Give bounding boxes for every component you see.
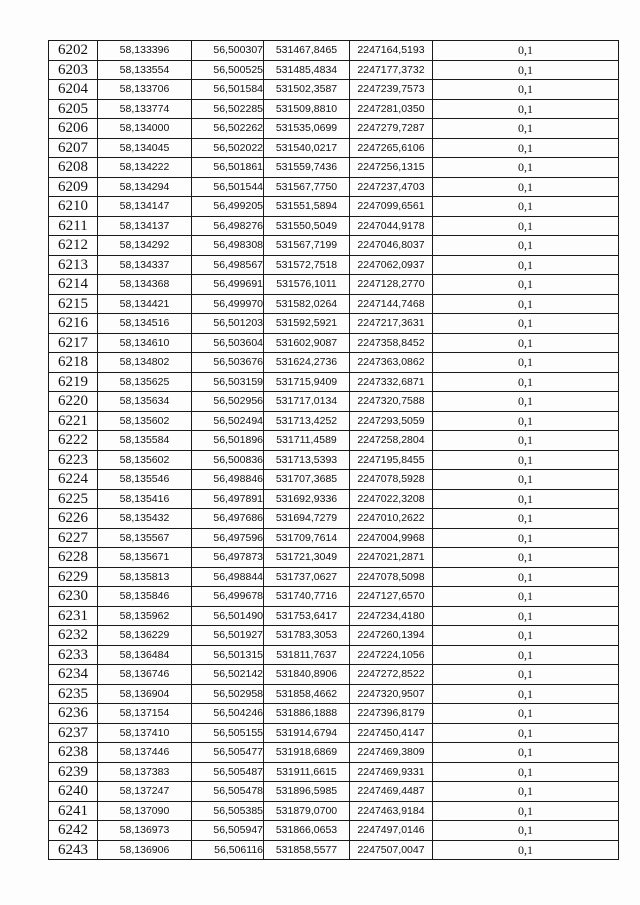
latitude-cell: 58,135432 <box>98 509 192 529</box>
y-coordinate-cell: 2247128,2770 <box>350 275 433 295</box>
point-number-cell: 6207 <box>49 138 98 158</box>
latitude-cell: 58,134421 <box>98 294 192 314</box>
table-row <box>49 509 619 529</box>
longitude-cell: 56,505155 <box>192 723 264 743</box>
latitude-cell: 58,136229 <box>98 626 192 646</box>
x-coordinate-cell: 531713,4252 <box>264 411 350 431</box>
table-row <box>49 801 619 821</box>
accuracy-cell: 0,1 <box>433 216 619 236</box>
table-row <box>49 450 619 470</box>
longitude-cell: 56,502142 <box>192 665 264 685</box>
table-row <box>49 41 619 61</box>
latitude-cell: 58,135602 <box>98 411 192 431</box>
accuracy-cell: 0,1 <box>433 119 619 139</box>
longitude-cell: 56,500525 <box>192 60 264 80</box>
point-number-cell: 6214 <box>49 275 98 295</box>
latitude-cell: 58,134337 <box>98 255 192 275</box>
point-number-cell: 6206 <box>49 119 98 139</box>
y-coordinate-cell: 2247127,6570 <box>350 587 433 607</box>
y-coordinate-cell: 2247078,5098 <box>350 567 433 587</box>
accuracy-cell: 0,1 <box>433 489 619 509</box>
latitude-cell: 58,137446 <box>98 743 192 763</box>
point-number-cell: 6229 <box>49 567 98 587</box>
table-row <box>49 138 619 158</box>
latitude-cell: 58,134137 <box>98 216 192 236</box>
table-row <box>49 80 619 100</box>
x-coordinate-cell: 531811,7637 <box>264 645 350 665</box>
y-coordinate-cell: 2247256,1315 <box>350 158 433 178</box>
x-coordinate-cell: 531713,5393 <box>264 450 350 470</box>
latitude-cell: 58,136904 <box>98 684 192 704</box>
x-coordinate-cell: 531717,0134 <box>264 392 350 412</box>
table-row <box>49 177 619 197</box>
accuracy-cell: 0,1 <box>433 548 619 568</box>
accuracy-cell: 0,1 <box>433 470 619 490</box>
longitude-cell: 56,505947 <box>192 821 264 841</box>
table-row <box>49 665 619 685</box>
y-coordinate-cell: 2247265,6106 <box>350 138 433 158</box>
y-coordinate-cell: 2247358,8452 <box>350 333 433 353</box>
longitude-cell: 56,502494 <box>192 411 264 431</box>
x-coordinate-cell: 531502,3587 <box>264 80 350 100</box>
x-coordinate-cell: 531567,7199 <box>264 236 350 256</box>
point-number-cell: 6203 <box>49 60 98 80</box>
accuracy-cell: 0,1 <box>433 801 619 821</box>
point-number-cell: 6223 <box>49 450 98 470</box>
longitude-cell: 56,501490 <box>192 606 264 626</box>
y-coordinate-cell: 2247021,2871 <box>350 548 433 568</box>
accuracy-cell: 0,1 <box>433 665 619 685</box>
latitude-cell: 58,134368 <box>98 275 192 295</box>
y-coordinate-cell: 2247144,7468 <box>350 294 433 314</box>
latitude-cell: 58,136746 <box>98 665 192 685</box>
table-row <box>49 294 619 314</box>
longitude-cell: 56,505385 <box>192 801 264 821</box>
accuracy-cell: 0,1 <box>433 840 619 860</box>
latitude-cell: 58,133774 <box>98 99 192 119</box>
longitude-cell: 56,503159 <box>192 372 264 392</box>
x-coordinate-cell: 531740,7716 <box>264 587 350 607</box>
table-row <box>49 840 619 860</box>
latitude-cell: 58,135584 <box>98 431 192 451</box>
point-number-cell: 6205 <box>49 99 98 119</box>
point-number-cell: 6209 <box>49 177 98 197</box>
x-coordinate-cell: 531783,3053 <box>264 626 350 646</box>
table-row <box>49 255 619 275</box>
longitude-cell: 56,505477 <box>192 743 264 763</box>
accuracy-cell: 0,1 <box>433 684 619 704</box>
latitude-cell: 58,136484 <box>98 645 192 665</box>
accuracy-cell: 0,1 <box>433 587 619 607</box>
x-coordinate-cell: 531572,7518 <box>264 255 350 275</box>
x-coordinate-cell: 531567,7750 <box>264 177 350 197</box>
y-coordinate-cell: 2247195,8455 <box>350 450 433 470</box>
accuracy-cell: 0,1 <box>433 333 619 353</box>
x-coordinate-cell: 531467,8465 <box>264 41 350 61</box>
table-row <box>49 372 619 392</box>
table-row <box>49 782 619 802</box>
longitude-cell: 56,497873 <box>192 548 264 568</box>
table-row <box>49 587 619 607</box>
x-coordinate-cell: 531694,7279 <box>264 509 350 529</box>
y-coordinate-cell: 2247281,0350 <box>350 99 433 119</box>
point-number-cell: 6211 <box>49 216 98 236</box>
table-row <box>49 704 619 724</box>
x-coordinate-cell: 531866,0653 <box>264 821 350 841</box>
latitude-cell: 58,136906 <box>98 840 192 860</box>
y-coordinate-cell: 2247497,0146 <box>350 821 433 841</box>
latitude-cell: 58,134802 <box>98 353 192 373</box>
table-row <box>49 314 619 334</box>
accuracy-cell: 0,1 <box>433 450 619 470</box>
x-coordinate-cell: 531535,0699 <box>264 119 350 139</box>
accuracy-cell: 0,1 <box>433 704 619 724</box>
point-number-cell: 6212 <box>49 236 98 256</box>
latitude-cell: 58,134147 <box>98 197 192 217</box>
table-row <box>49 489 619 509</box>
table-row <box>49 684 619 704</box>
point-number-cell: 6215 <box>49 294 98 314</box>
latitude-cell: 58,134292 <box>98 236 192 256</box>
accuracy-cell: 0,1 <box>433 99 619 119</box>
y-coordinate-cell: 2247046,8037 <box>350 236 433 256</box>
latitude-cell: 58,134045 <box>98 138 192 158</box>
x-coordinate-cell: 531509,8810 <box>264 99 350 119</box>
table-row <box>49 548 619 568</box>
table-row <box>49 821 619 841</box>
point-number-cell: 6236 <box>49 704 98 724</box>
x-coordinate-cell: 531879,0700 <box>264 801 350 821</box>
x-coordinate-cell: 531592,5921 <box>264 314 350 334</box>
point-number-cell: 6237 <box>49 723 98 743</box>
y-coordinate-cell: 2247363,0862 <box>350 353 433 373</box>
accuracy-cell: 0,1 <box>433 411 619 431</box>
x-coordinate-cell: 531707,3685 <box>264 470 350 490</box>
table-row <box>49 236 619 256</box>
latitude-cell: 58,136973 <box>98 821 192 841</box>
longitude-cell: 56,503676 <box>192 353 264 373</box>
longitude-cell: 56,499691 <box>192 275 264 295</box>
point-number-cell: 6241 <box>49 801 98 821</box>
x-coordinate-cell: 531551,5894 <box>264 197 350 217</box>
point-number-cell: 6213 <box>49 255 98 275</box>
y-coordinate-cell: 2247332,6871 <box>350 372 433 392</box>
y-coordinate-cell: 2247272,8522 <box>350 665 433 685</box>
table-row <box>49 353 619 373</box>
latitude-cell: 58,135634 <box>98 392 192 412</box>
latitude-cell: 58,137247 <box>98 782 192 802</box>
point-number-cell: 6222 <box>49 431 98 451</box>
longitude-cell: 56,498844 <box>192 567 264 587</box>
point-number-cell: 6231 <box>49 606 98 626</box>
longitude-cell: 56,501544 <box>192 177 264 197</box>
x-coordinate-cell: 531711,4589 <box>264 431 350 451</box>
point-number-cell: 6240 <box>49 782 98 802</box>
longitude-cell: 56,498276 <box>192 216 264 236</box>
x-coordinate-cell: 531918,6869 <box>264 743 350 763</box>
accuracy-cell: 0,1 <box>433 177 619 197</box>
point-number-cell: 6228 <box>49 548 98 568</box>
latitude-cell: 58,135416 <box>98 489 192 509</box>
y-coordinate-cell: 2247469,9331 <box>350 762 433 782</box>
longitude-cell: 56,505478 <box>192 782 264 802</box>
point-number-cell: 6220 <box>49 392 98 412</box>
table-row <box>49 99 619 119</box>
accuracy-cell: 0,1 <box>433 255 619 275</box>
longitude-cell: 56,504246 <box>192 704 264 724</box>
latitude-cell: 58,135671 <box>98 548 192 568</box>
x-coordinate-cell: 531540,0217 <box>264 138 350 158</box>
longitude-cell: 56,506116 <box>192 840 264 860</box>
table-row <box>49 645 619 665</box>
point-number-cell: 6216 <box>49 314 98 334</box>
longitude-cell: 56,500836 <box>192 450 264 470</box>
table-row <box>49 333 619 353</box>
y-coordinate-cell: 2247279,7287 <box>350 119 433 139</box>
x-coordinate-cell: 531896,5985 <box>264 782 350 802</box>
point-number-cell: 6204 <box>49 80 98 100</box>
latitude-cell: 58,135602 <box>98 450 192 470</box>
accuracy-cell: 0,1 <box>433 294 619 314</box>
accuracy-cell: 0,1 <box>433 158 619 178</box>
table-row <box>49 606 619 626</box>
table-row <box>49 567 619 587</box>
longitude-cell: 56,502285 <box>192 99 264 119</box>
x-coordinate-cell: 531692,9336 <box>264 489 350 509</box>
latitude-cell: 58,133396 <box>98 41 192 61</box>
accuracy-cell: 0,1 <box>433 723 619 743</box>
longitude-cell: 56,501584 <box>192 80 264 100</box>
longitude-cell: 56,501861 <box>192 158 264 178</box>
point-number-cell: 6221 <box>49 411 98 431</box>
accuracy-cell: 0,1 <box>433 606 619 626</box>
point-number-cell: 6226 <box>49 509 98 529</box>
point-number-cell: 6224 <box>49 470 98 490</box>
point-number-cell: 6233 <box>49 645 98 665</box>
longitude-cell: 56,503604 <box>192 333 264 353</box>
y-coordinate-cell: 2247010,2622 <box>350 509 433 529</box>
longitude-cell: 56,498567 <box>192 255 264 275</box>
y-coordinate-cell: 2247078,5928 <box>350 470 433 490</box>
x-coordinate-cell: 531737,0627 <box>264 567 350 587</box>
y-coordinate-cell: 2247450,4147 <box>350 723 433 743</box>
longitude-cell: 56,497891 <box>192 489 264 509</box>
longitude-cell: 56,499205 <box>192 197 264 217</box>
longitude-cell: 56,501896 <box>192 431 264 451</box>
point-number-cell: 6238 <box>49 743 98 763</box>
accuracy-cell: 0,1 <box>433 197 619 217</box>
x-coordinate-cell: 531550,5049 <box>264 216 350 236</box>
table-row <box>49 411 619 431</box>
x-coordinate-cell: 531576,1011 <box>264 275 350 295</box>
table-row <box>49 119 619 139</box>
longitude-cell: 56,499678 <box>192 587 264 607</box>
point-number-cell: 6217 <box>49 333 98 353</box>
y-coordinate-cell: 2247463,9184 <box>350 801 433 821</box>
point-number-cell: 6239 <box>49 762 98 782</box>
point-number-cell: 6227 <box>49 528 98 548</box>
accuracy-cell: 0,1 <box>433 41 619 61</box>
point-number-cell: 6210 <box>49 197 98 217</box>
y-coordinate-cell: 2247217,3631 <box>350 314 433 334</box>
y-coordinate-cell: 2247234,4180 <box>350 606 433 626</box>
longitude-cell: 56,502022 <box>192 138 264 158</box>
y-coordinate-cell: 2247022,3208 <box>350 489 433 509</box>
longitude-cell: 56,505487 <box>192 762 264 782</box>
point-number-cell: 6230 <box>49 587 98 607</box>
x-coordinate-cell: 531715,9409 <box>264 372 350 392</box>
y-coordinate-cell: 2247258,2804 <box>350 431 433 451</box>
accuracy-cell: 0,1 <box>433 353 619 373</box>
accuracy-cell: 0,1 <box>433 567 619 587</box>
y-coordinate-cell: 2247237,4703 <box>350 177 433 197</box>
point-number-cell: 6232 <box>49 626 98 646</box>
coordinates-table-body <box>49 41 619 860</box>
y-coordinate-cell: 2247320,7588 <box>350 392 433 412</box>
y-coordinate-cell: 2247469,4487 <box>350 782 433 802</box>
point-number-cell: 6219 <box>49 372 98 392</box>
accuracy-cell: 0,1 <box>433 782 619 802</box>
latitude-cell: 58,135846 <box>98 587 192 607</box>
x-coordinate-cell: 531559,7436 <box>264 158 350 178</box>
y-coordinate-cell: 2247320,9507 <box>350 684 433 704</box>
accuracy-cell: 0,1 <box>433 236 619 256</box>
accuracy-cell: 0,1 <box>433 626 619 646</box>
point-number-cell: 6225 <box>49 489 98 509</box>
table-row <box>49 197 619 217</box>
accuracy-cell: 0,1 <box>433 645 619 665</box>
latitude-cell: 58,135813 <box>98 567 192 587</box>
accuracy-cell: 0,1 <box>433 762 619 782</box>
latitude-cell: 58,134610 <box>98 333 192 353</box>
longitude-cell: 56,497596 <box>192 528 264 548</box>
coordinates-table <box>48 40 619 860</box>
x-coordinate-cell: 531582,0264 <box>264 294 350 314</box>
accuracy-cell: 0,1 <box>433 60 619 80</box>
latitude-cell: 58,135962 <box>98 606 192 626</box>
longitude-cell: 56,497686 <box>192 509 264 529</box>
point-number-cell: 6208 <box>49 158 98 178</box>
longitude-cell: 56,501203 <box>192 314 264 334</box>
longitude-cell: 56,501927 <box>192 626 264 646</box>
longitude-cell: 56,502956 <box>192 392 264 412</box>
table-row <box>49 431 619 451</box>
y-coordinate-cell: 2247177,3732 <box>350 60 433 80</box>
x-coordinate-cell: 531602,9087 <box>264 333 350 353</box>
latitude-cell: 58,133706 <box>98 80 192 100</box>
point-number-cell: 6218 <box>49 353 98 373</box>
y-coordinate-cell: 2247239,7573 <box>350 80 433 100</box>
latitude-cell: 58,134294 <box>98 177 192 197</box>
latitude-cell: 58,137090 <box>98 801 192 821</box>
y-coordinate-cell: 2247507,0047 <box>350 840 433 860</box>
y-coordinate-cell: 2247099,6561 <box>350 197 433 217</box>
table-row <box>49 470 619 490</box>
latitude-cell: 58,134516 <box>98 314 192 334</box>
y-coordinate-cell: 2247062,0937 <box>350 255 433 275</box>
y-coordinate-cell: 2247260,1394 <box>350 626 433 646</box>
y-coordinate-cell: 2247396,8179 <box>350 704 433 724</box>
x-coordinate-cell: 531624,2736 <box>264 353 350 373</box>
table-row <box>49 275 619 295</box>
point-number-cell: 6235 <box>49 684 98 704</box>
latitude-cell: 58,135625 <box>98 372 192 392</box>
accuracy-cell: 0,1 <box>433 528 619 548</box>
accuracy-cell: 0,1 <box>433 80 619 100</box>
latitude-cell: 58,133554 <box>98 60 192 80</box>
y-coordinate-cell: 2247044,9178 <box>350 216 433 236</box>
x-coordinate-cell: 531840,8906 <box>264 665 350 685</box>
latitude-cell: 58,134222 <box>98 158 192 178</box>
accuracy-cell: 0,1 <box>433 372 619 392</box>
y-coordinate-cell: 2247164,5193 <box>350 41 433 61</box>
point-number-cell: 6202 <box>49 41 98 61</box>
latitude-cell: 58,135567 <box>98 528 192 548</box>
x-coordinate-cell: 531721,3049 <box>264 548 350 568</box>
latitude-cell: 58,134000 <box>98 119 192 139</box>
y-coordinate-cell: 2247293,5059 <box>350 411 433 431</box>
accuracy-cell: 0,1 <box>433 743 619 763</box>
table-row <box>49 762 619 782</box>
table-row <box>49 743 619 763</box>
accuracy-cell: 0,1 <box>433 275 619 295</box>
table-row <box>49 158 619 178</box>
latitude-cell: 58,137154 <box>98 704 192 724</box>
y-coordinate-cell: 2247004,9968 <box>350 528 433 548</box>
table-row <box>49 723 619 743</box>
accuracy-cell: 0,1 <box>433 431 619 451</box>
x-coordinate-cell: 531858,4662 <box>264 684 350 704</box>
x-coordinate-cell: 531911,6615 <box>264 762 350 782</box>
x-coordinate-cell: 531485,4834 <box>264 60 350 80</box>
latitude-cell: 58,137410 <box>98 723 192 743</box>
table-row <box>49 528 619 548</box>
table-row <box>49 392 619 412</box>
latitude-cell: 58,135546 <box>98 470 192 490</box>
longitude-cell: 56,501315 <box>192 645 264 665</box>
accuracy-cell: 0,1 <box>433 509 619 529</box>
y-coordinate-cell: 2247224,1056 <box>350 645 433 665</box>
x-coordinate-cell: 531886,1888 <box>264 704 350 724</box>
longitude-cell: 56,498846 <box>192 470 264 490</box>
x-coordinate-cell: 531858,5577 <box>264 840 350 860</box>
x-coordinate-cell: 531914,6794 <box>264 723 350 743</box>
longitude-cell: 56,498308 <box>192 236 264 256</box>
longitude-cell: 56,500307 <box>192 41 264 61</box>
longitude-cell: 56,499970 <box>192 294 264 314</box>
latitude-cell: 58,137383 <box>98 762 192 782</box>
point-number-cell: 6234 <box>49 665 98 685</box>
accuracy-cell: 0,1 <box>433 138 619 158</box>
table-row <box>49 60 619 80</box>
table-row <box>49 626 619 646</box>
x-coordinate-cell: 531709,7614 <box>264 528 350 548</box>
point-number-cell: 6242 <box>49 821 98 841</box>
longitude-cell: 56,502958 <box>192 684 264 704</box>
table-row <box>49 216 619 236</box>
accuracy-cell: 0,1 <box>433 314 619 334</box>
point-number-cell: 6243 <box>49 840 98 860</box>
longitude-cell: 56,502262 <box>192 119 264 139</box>
accuracy-cell: 0,1 <box>433 392 619 412</box>
accuracy-cell: 0,1 <box>433 821 619 841</box>
y-coordinate-cell: 2247469,3809 <box>350 743 433 763</box>
x-coordinate-cell: 531753,6417 <box>264 606 350 626</box>
